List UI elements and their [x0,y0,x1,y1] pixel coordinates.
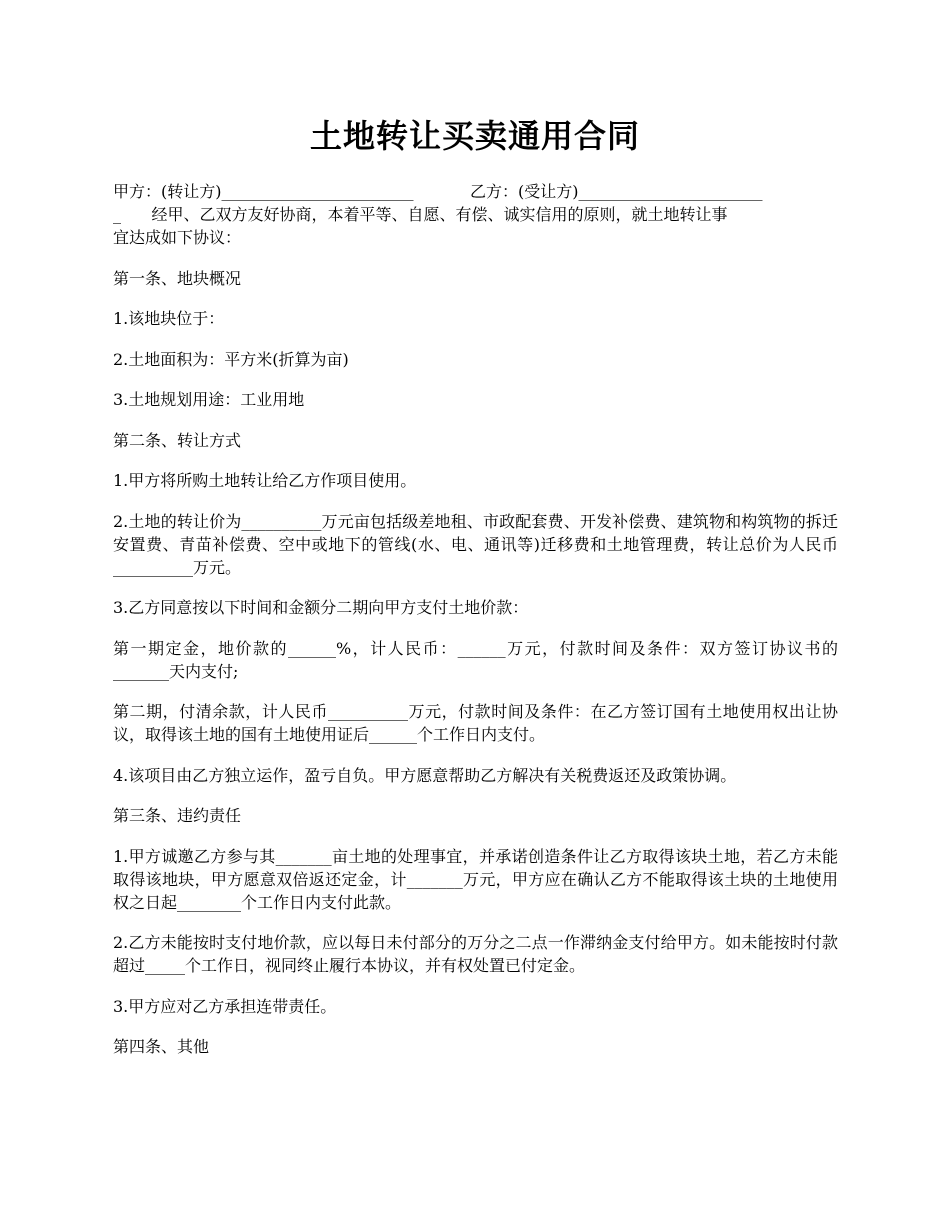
clause-3-3: 3.甲方应对乙方承担连带责任。 [113,996,337,1016]
clause-2-1: 1.甲方将所购土地转让给乙方作项目使用。 [113,471,417,490]
clause-3-1: 1.甲方诚邀乙方参与其_______亩土地的处理事宜，并承诺创造条件让乙方取得该块土地，若乙方未能取得该地块，甲方愿意双倍返还定金，计_______万元，甲方应在确认乙方不能取得该土块的土地使用权之日起________个工作日内支付此款。 [113,846,838,912]
party-a-label: 甲方：(转让方)________________________ [113,182,414,201]
parties-block [113,180,838,249]
document-title: 土地转让买卖通用合同 [309,117,640,155]
preamble-line-end: 宜达成如下协议： [113,228,242,247]
payment-phase-1: 第一期定金，地价款的______%，计人民币：______万元，付款时间及条件：双方签订协议书的_______天内支付; [113,638,838,681]
clause-3-2: 2.乙方未能按时支付地价款，应以每日未付部分的万分之二点一作滞纳金支付给甲方。如未能按时付款超过_____个工作日，视同终止履行本协议，并有权处置已付定金。 [113,933,838,975]
clause-1-1: 1.该地块位于： [113,309,225,328]
clause-1-3: 3.土地规划用途：工业用地 [113,390,305,409]
document-body [113,180,838,1076]
section-heading-2: 第二条、转让方式 [113,430,242,450]
clause-2-3: 3.乙方同意按以下时间和金额分二期向甲方支付土地价款： [113,598,529,617]
section-heading-3: 第三条、违约责任 [113,806,242,825]
clause-2-4: 4.该项目由乙方独立运作，盈亏自负。甲方愿意帮助乙方解决有关税费返还及政策协调。 [113,765,737,785]
parties-line [113,180,838,203]
section-heading-4: 第四条、其他 [113,1037,210,1056]
section-heading-1: 第一条、地块概况 [113,268,242,288]
payment-phase-2: 第二期，付清余款，计人民币__________万元，付款时间及条件：在乙方签订国有土地使用权出让协议，取得该土地的国有土地使用证后______个工作日内支付。 [113,702,838,744]
clause-1-2: 2.土地面积为：平方米(折算为亩) [113,349,349,369]
preamble-line: _ 经甲、乙双方友好协商，本着平等、自愿、有偿、诚实信用的原则，就土地转让事 [113,205,728,224]
party-b-label: 乙方：(受让方)_______________________ [470,182,763,201]
clause-2-2: 2.土地的转让价为__________万元亩包括级差地租、市政配套费、开发补偿费、建筑物和构筑物的拆迁安置费、青苗补偿费、空中或地下的管线(水、电、通讯等)迁移费和土地管理费，转让总价为人民币__________万元。 [113,511,838,577]
